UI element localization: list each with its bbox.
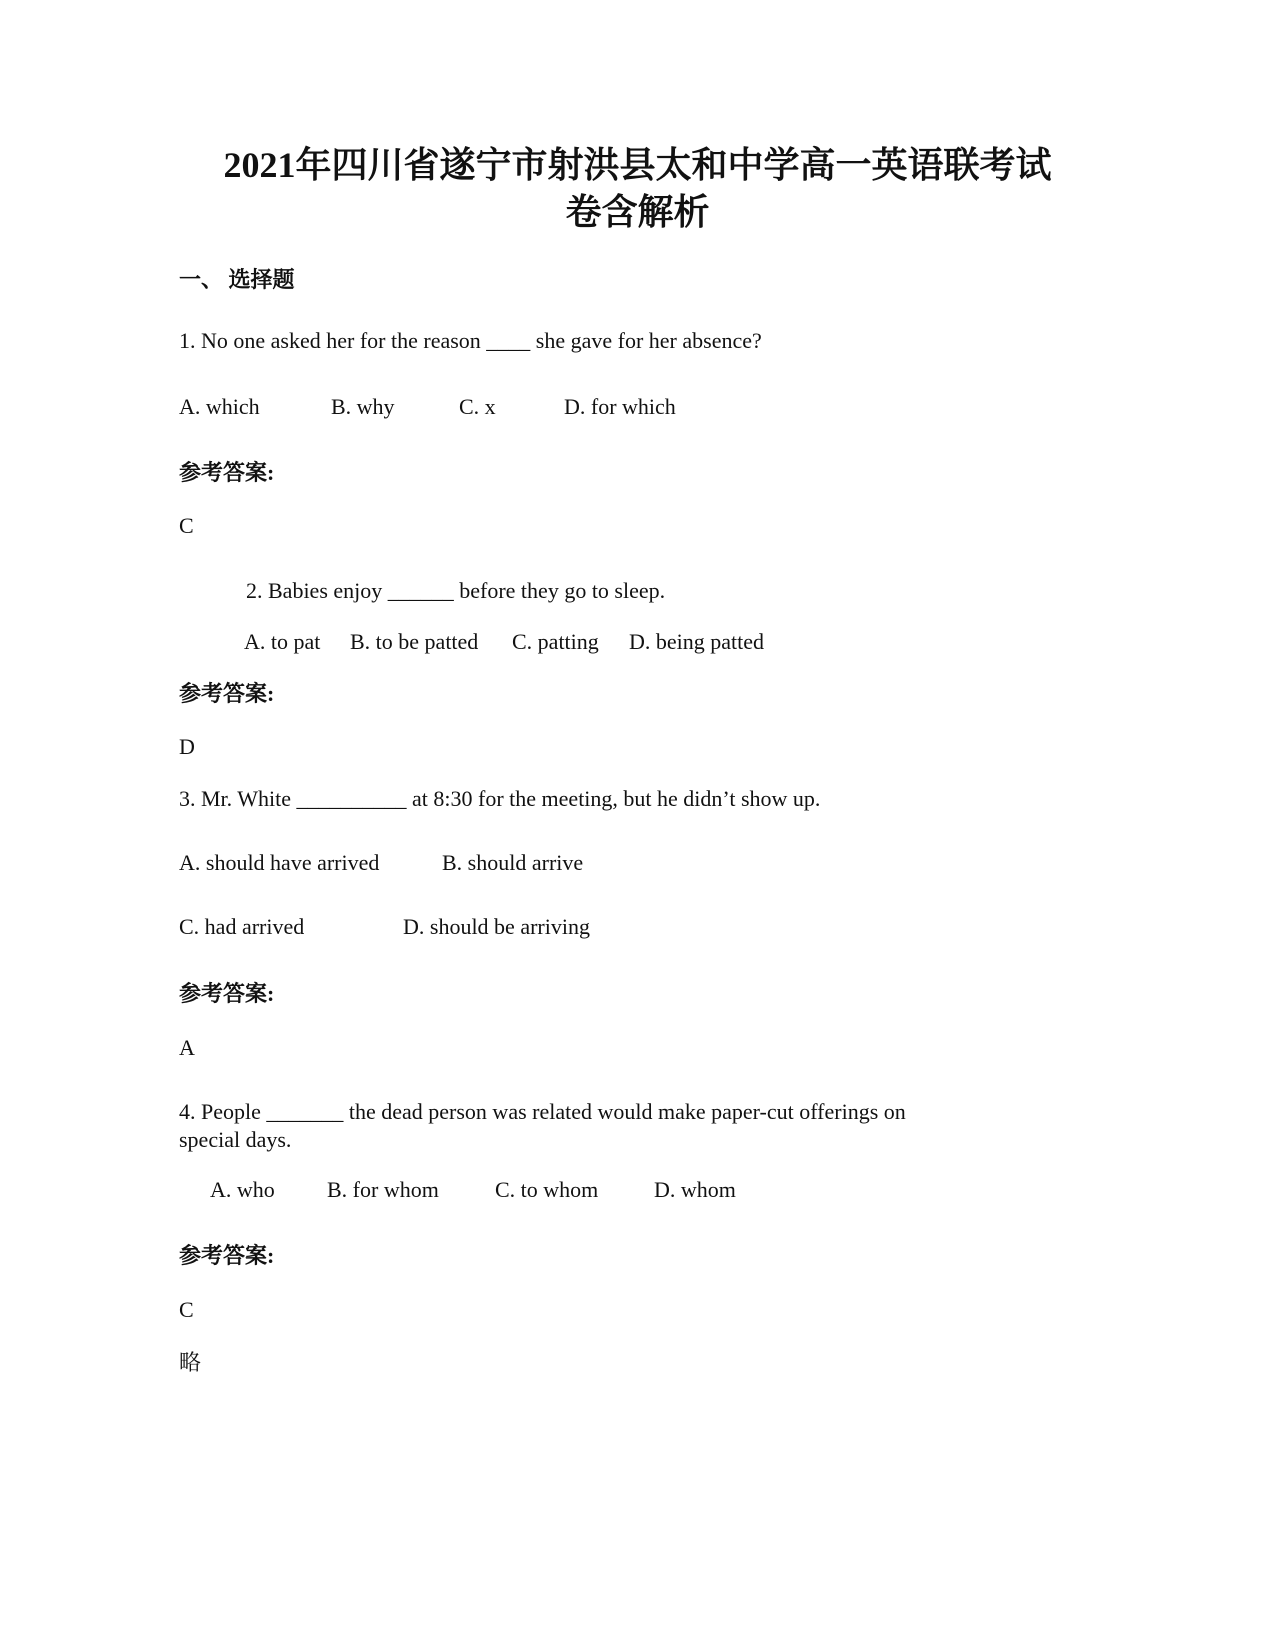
question-3-option-d: D. should be arriving [403,914,590,939]
answer-label: 参考答案: [179,981,275,1006]
answer-label: 参考答案: [179,681,275,706]
question-3-option-a: A. should have arrived [179,850,380,875]
question-1-option-b: B. why [331,394,395,419]
question-4-stem-line-2: special days. [179,1127,292,1152]
question-2-option-b: B. to be patted [350,629,479,654]
question-2-stem: 2. Babies enjoy ______ before they go to sleep. [246,578,666,603]
answer-label: 参考答案: [179,1243,275,1268]
question-1-option-d: D. for which [564,394,676,419]
question-1-answer: C [179,513,194,538]
question-1-option-c: C. x [459,394,496,419]
section-heading: 一、 选择题 [179,267,295,292]
question-3-answer: A [179,1035,195,1060]
question-1-option-a: A. which [179,394,260,419]
question-3-option-b: B. should arrive [442,850,584,875]
question-3-stem: 3. Mr. White __________ at 8:30 for the meeting, but he didn’t show up. [179,786,821,811]
question-1-stem: 1. No one asked her for the reason ____ she gave for her absence? [179,328,762,353]
question-2-answer: D [179,734,195,759]
question-2-option-a: A. to pat [244,629,321,654]
question-4-option-d: D. whom [654,1177,736,1202]
document-title-line-2: 卷含解析 [565,192,710,232]
question-4-option-a: A. who [210,1177,275,1202]
question-2-option-c: C. patting [512,629,599,654]
question-3-option-c: C. had arrived [179,914,305,939]
question-4-option-c: C. to whom [495,1177,599,1202]
document-title-line-1: 2021年四川省遂宁市射洪县太和中学高一英语联考试 [223,145,1052,185]
question-4-option-b: B. for whom [327,1177,439,1202]
question-4-answer: C [179,1297,194,1322]
answer-label: 参考答案: [179,460,275,485]
question-2-option-d: D. being patted [629,629,765,654]
question-4-explanation: 略 [179,1350,202,1375]
question-4-stem-line-1: 4. People _______ the dead person was related would make paper-cut offerings on [179,1099,906,1124]
